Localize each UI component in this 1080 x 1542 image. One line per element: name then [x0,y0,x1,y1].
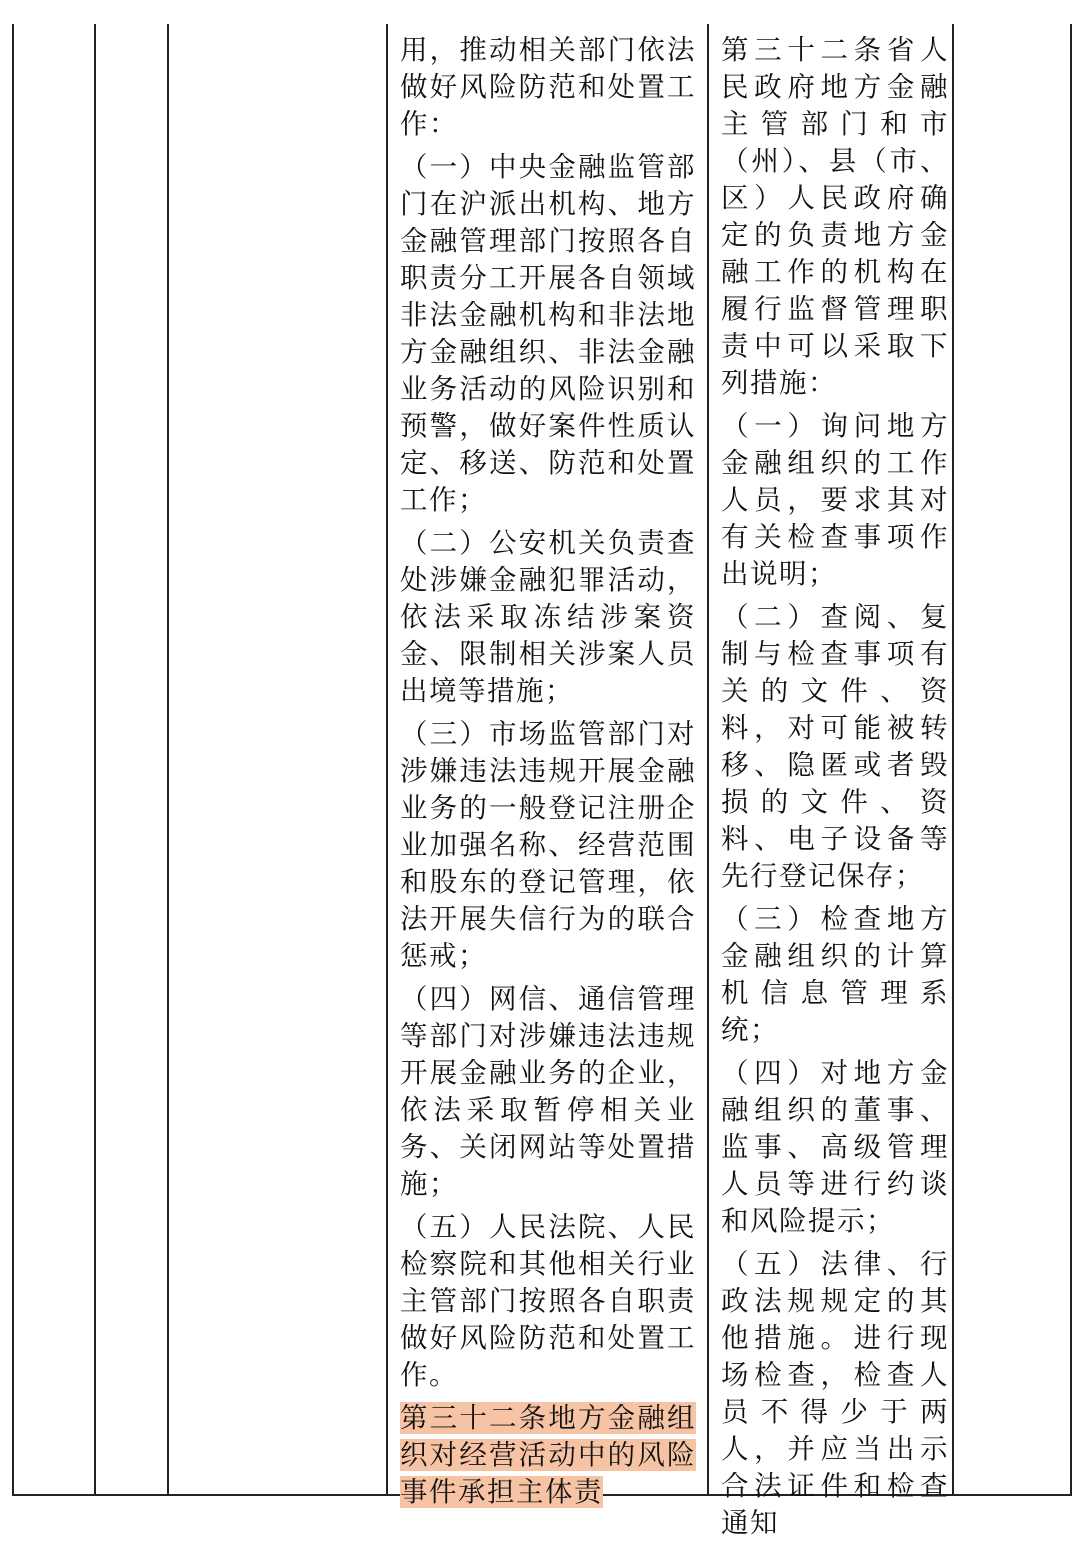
highlighted-text: 第三十二条地方金融组织对经营活动中的风险事件承担主体责 [400,1402,696,1508]
paragraph-measure-1: （一）询问地方金融组织的工作人员，要求其对有关检查事项作出说明； [721,410,949,590]
column-divider-4 [707,24,709,1494]
paragraph-item-4: （四）网信、通信管理等部门对涉嫌违法违规开展金融业务的企业，依法采取暂停相关业务、关闭网站等处置措施； [400,983,696,1200]
paragraph-intro: 用，推动相关部门依法做好风险防范和处置工作： [400,34,696,140]
column-divider-1 [94,24,96,1494]
column-divider-3 [386,24,388,1494]
column-divider-2 [167,24,169,1494]
regulation-comparison-table [12,24,1072,1539]
paragraph-measure-5: （五）法律、行政法规规定的其他措施。进行现场检查，检查人员不得少于两人，并应当出示合法证件和检查通知 [721,1248,949,1539]
paragraph-measure-3: （三）检查地方金融组织的计算机信息管理系统； [721,903,949,1046]
provincial-regulation-column [717,24,955,1539]
paragraph-item-2: （二）公安机关负责查处涉嫌金融犯罪活动，依法采取冻结涉案资金、限制相关涉案人员出境等措施； [400,527,696,707]
paragraph-measure-4: （四）对地方金融组织的董事、监事、高级管理人员等进行约谈和风险提示； [721,1057,949,1237]
paragraph-article-32: 第三十二条省人民政府地方金融主管部门和市（州）、县（市、区）人民政府确定的负责地方金融工作的机构在履行监督管理职责中可以采取下列措施： [721,34,949,399]
paragraph-item-3: （三）市场监管部门对涉嫌违法违规开展金融业务的一般登记注册企业加强名称、经营范围和股东的登记管理，依法开展失信行为的联合惩戒； [400,718,696,972]
paragraph-measure-2: （二）查阅、复制与检查事项有关的文件、资料，对可能被转移、隐匿或者毁损的文件、资料、电子设备等先行登记保存； [721,601,949,892]
paragraph-item-1: （一）中央金融监管部门在沪派出机构、地方金融管理部门按照各自职责分工开展各自领域非法金融机构和非法地方金融组织、非法金融业务活动的风险识别和预警，做好案件性质认定、移送、防范和处置工作； [400,151,696,516]
shanghai-draft-column [396,24,702,1508]
paragraph-item-5: （五）人民法院、人民检察院和其他相关行业主管部门按照各自职责做好风险防范和处置工作。 [400,1211,696,1391]
paragraph-article-32-highlighted [400,1400,696,1511]
